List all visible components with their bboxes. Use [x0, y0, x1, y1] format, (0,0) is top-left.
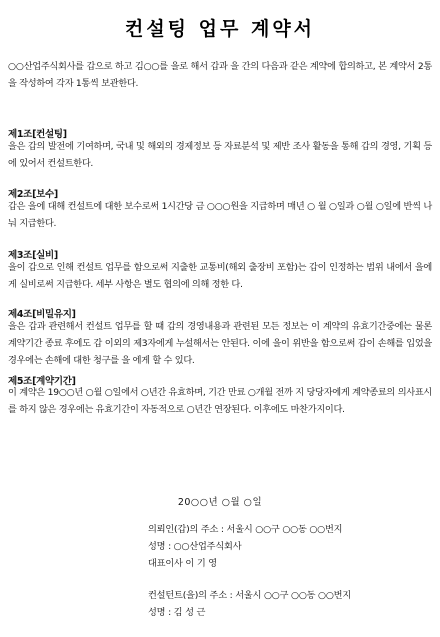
party-a-name: 성명 : ○○산업주식회사	[148, 541, 242, 552]
party-a-representative: 대표이사 이 기 영	[148, 558, 217, 569]
article-2-heading: 제2조[보수]	[8, 189, 58, 200]
intro-paragraph: ○○산업주식회사를 갑으로 하고 김○○를 을로 해서 갑과 을 간의 다음과 같은 계약에 합의하고, 본 계약서 2통을 작성하여 각자 1통씩 보관한다.	[8, 61, 432, 89]
article-4-heading: 제4조[비밀유지]	[8, 309, 76, 320]
article-3-heading: 제3조[실비]	[8, 250, 58, 261]
article-2-body: 갑은 을에 대해 컨설트에 대한 보수로써 1시간당 금 ○○○원을 지급하며 매년 ○ 월 ○일과 ○월 ○일에 반씩 나눠 지급한다.	[8, 201, 432, 229]
article-4-body: 을은 갑과 관련해서 컨설트 업무를 할 때 갑의 경영내용과 관련된 모든 정보는 이 계약의 유효기간중에는 물론 계약기간 종료 후에도 갑 이외의 제3자에게 누설해서는 안된다. 이에 을이 위반을 함으로써 갑이 손해를 입었을 경우에는 손해에 대한 청구를 을 에게 할 수 있다.	[8, 321, 432, 366]
contract-date: 20○○년 ○월 ○일	[177, 497, 263, 508]
document-title: 컨설팅 업무 계약서	[124, 18, 316, 40]
article-5-body: 이 계약은 19○○년 ○월 ○일에서 ○년간 유효하며, 기간 만료 ○개월 전까 지 당당자에게 계약종료의 의사표시를 하지 않은 경우에는 유효기간이 자동적으로 ○년간 연장된다. 이후에도 마찬가지이다.	[8, 387, 432, 415]
party-b-address: 컨설턴트(을)의 주소 : 서울시 ○○구 ○○동 ○○번지	[148, 590, 352, 601]
article-1-heading: 제1조[컨설팅]	[8, 129, 67, 140]
article-1-body: 을은 갑의 발전에 기여하며, 국내 및 해외의 경제정보 등 자료분석 및 제반 조사 활동을 통해 갑의 경영, 기획 등에 있어서 컨설트한다.	[8, 141, 432, 169]
party-a-address: 의뢰인(갑)의 주소 : 서울시 ○○구 ○○동 ○○번지	[148, 524, 343, 535]
article-5-heading: 제5조[계약기간]	[8, 376, 76, 387]
article-3-body: 을이 갑으로 인해 컨설트 업무를 함으로써 지출한 교통비(해외 출장비 포함)는 갑이 인정하는 범위 내에서 을에게 실비로써 지급한다. 세부 사항은 별도 협의에 의해 정한 다.	[8, 262, 432, 290]
party-b-name: 성명 : 김 성 근	[148, 607, 206, 618]
